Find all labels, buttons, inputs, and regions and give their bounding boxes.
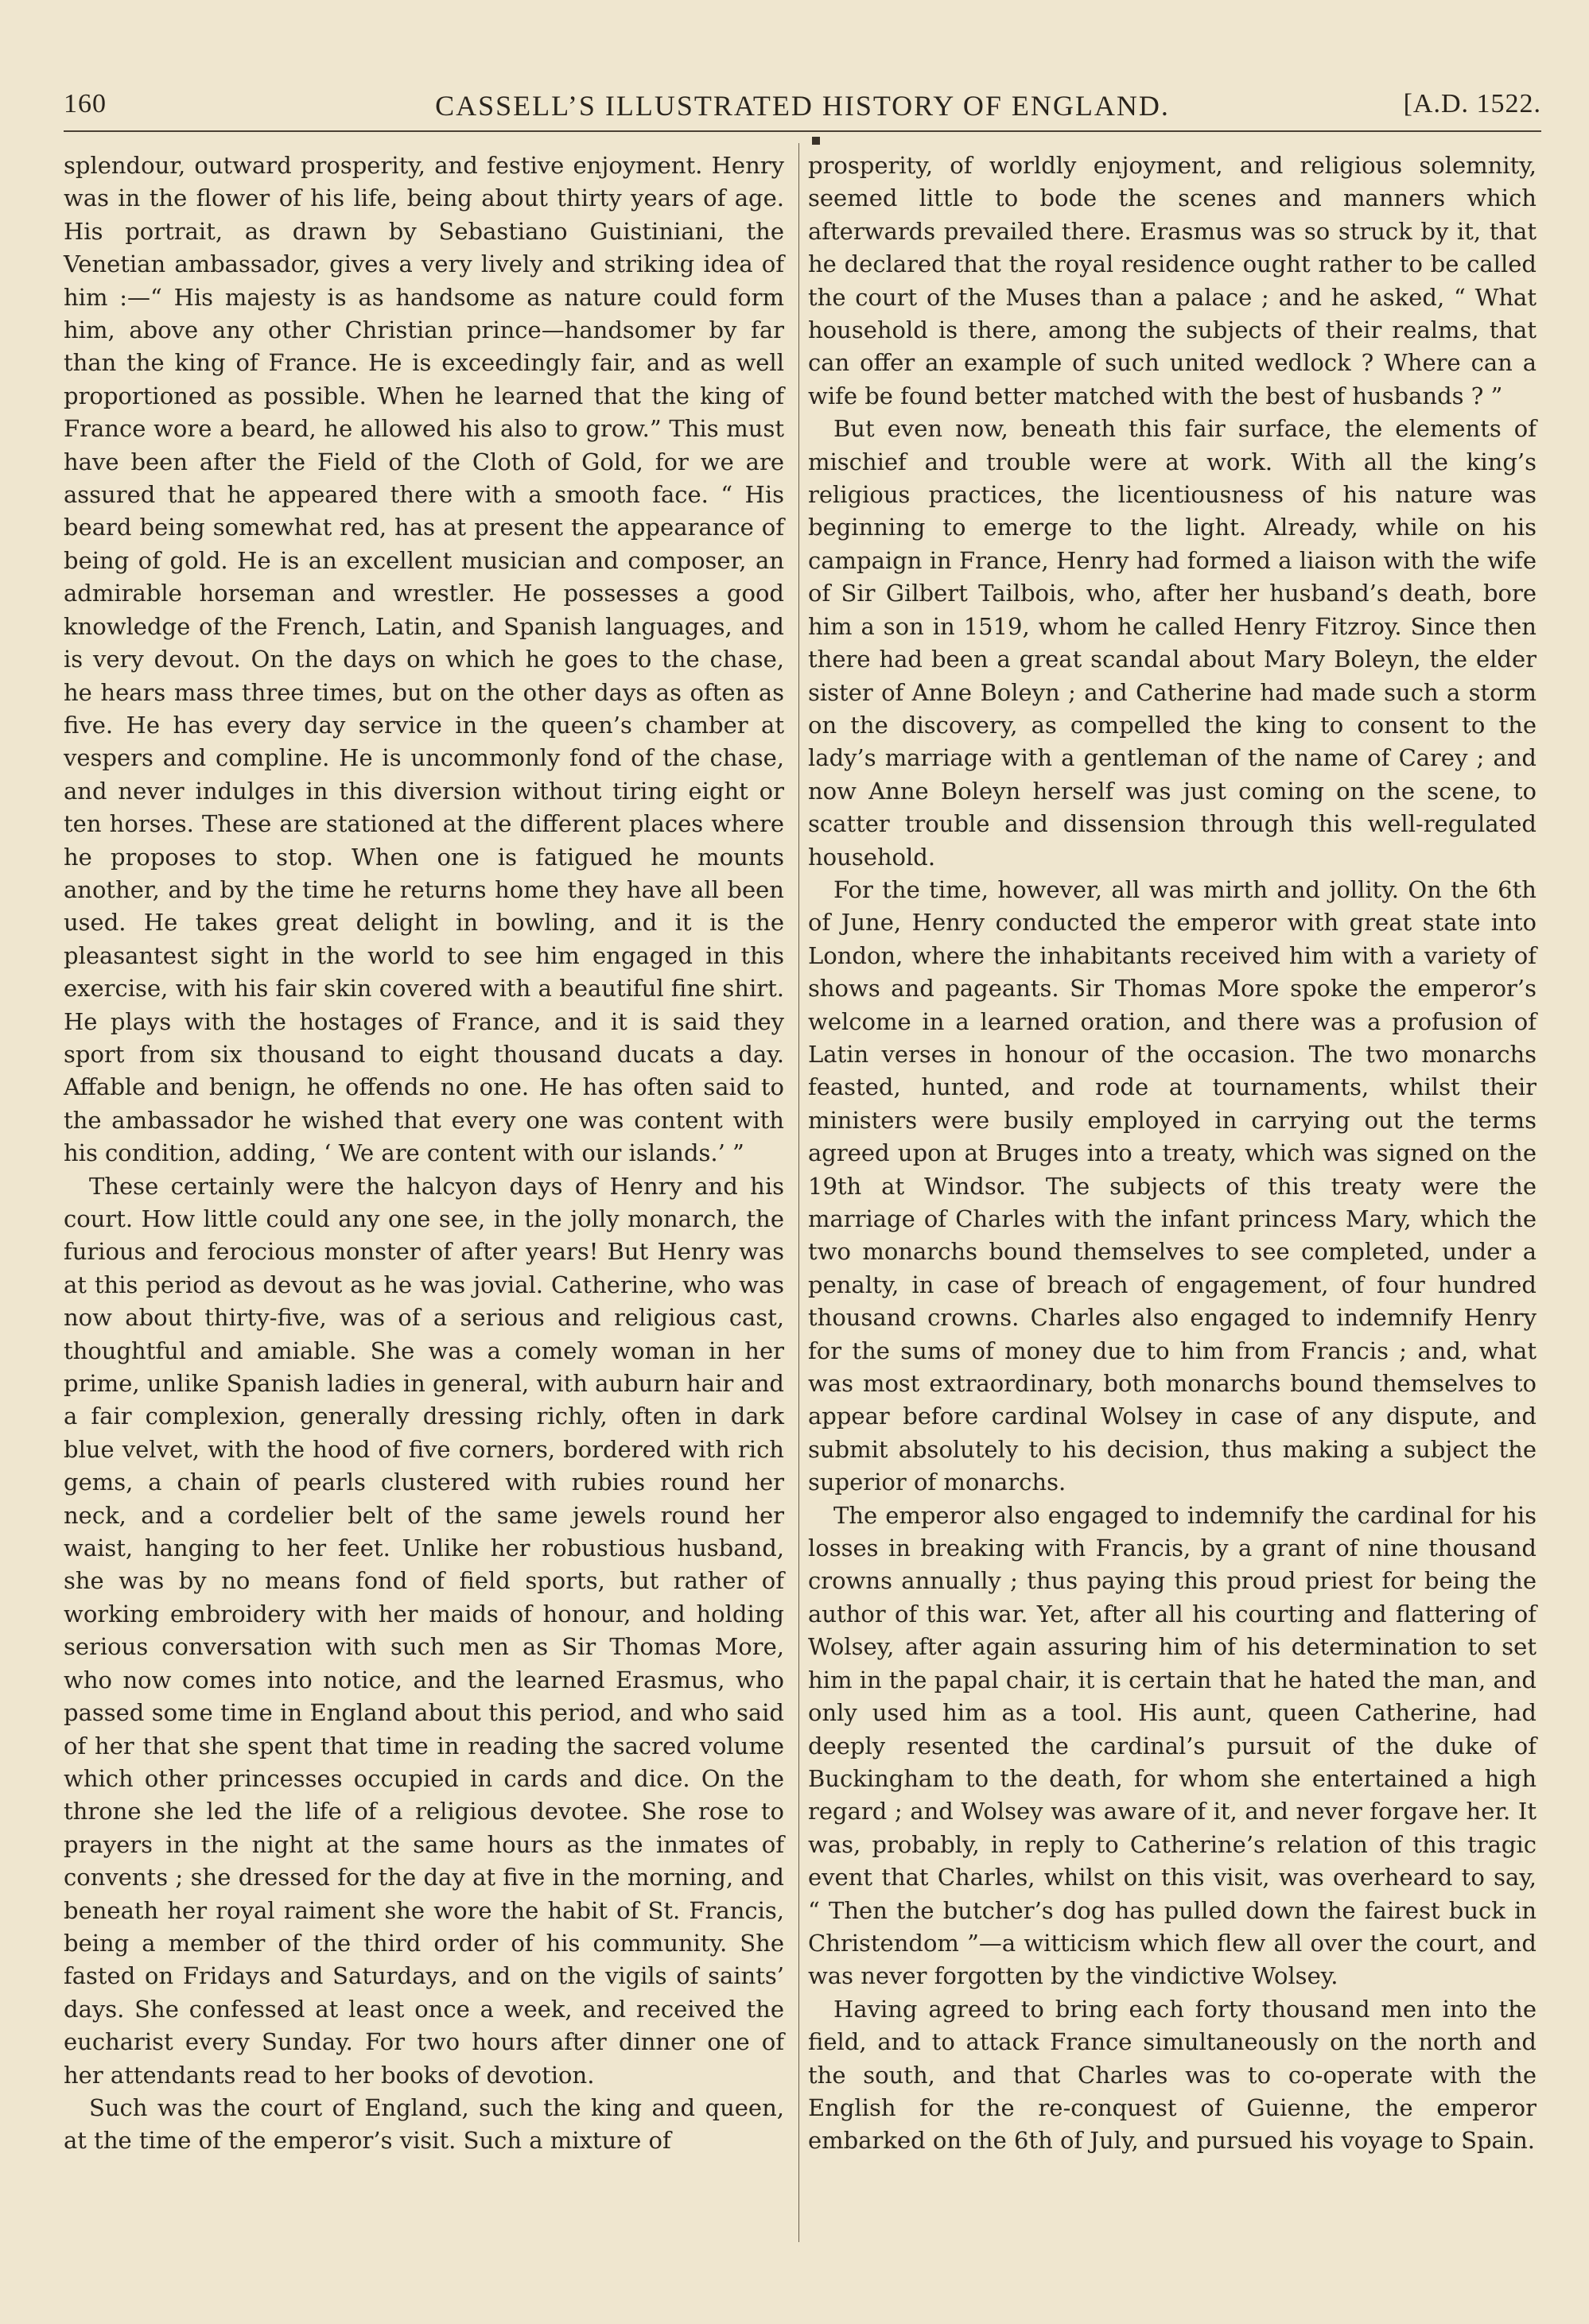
right-column <box>808 149 1537 2158</box>
paragraph: For the time, however, all was mirth and jollity. On the 6th of June, Henry conducted the emperor with great state into London, where the inhabitants received him with a variety of shows and pageants. Sir Thomas More spoke the emperor’s welcome in a learned oration, and there was a profusion of Latin verses in honour of the occasion. The two monarchs feasted, hunted, and rode at tournaments, whilst their ministers were busily employed in carrying out the terms agreed upon at Bruges into a treaty, which was signed on the 19th at Windsor. The subjects of this treaty were the marriage of Charles with the infant princess Mary, which the two monarchs bound themselves to see completed, under a penalty, in case of breach of engagement, of four hundred thousand crowns. Charles also engaged to indemnify Henry for the sums of money due to him from Francis ; and, what was most extraordinary, both monarchs bound themselves to appear before cardinal Wolsey in case of any dispute, and submit absolutely to his decision, thus making a subject the superior of monarchs. <box>808 875 1537 1496</box>
left-column <box>64 149 784 2158</box>
column-divider-mark <box>812 137 820 145</box>
column-divider <box>798 143 799 2242</box>
paragraph: Such was the court of England, such the king and queen, at the time of the emperor’s visit. Such a mixture of <box>64 2093 784 2155</box>
paragraph: prosperity, of worldly enjoyment, and religious solemnity, seemed little to bode the scenes and manners which afterwards prevailed there. Erasmus was so struck by it, that he declared that the royal residence ought rather to be called the court of the Muses than a palace ; and he asked, “ What household is there, among the subjects of their realms, that can offer an example of such united wedlock ? Where can a wife be found better matched with the best of husbands ? ” <box>808 152 1537 409</box>
page-header <box>64 86 1541 126</box>
paragraph: Having agreed to bring each forty thousand men into the field, and to attack France simultaneously on the north and the south, and that Charles was to co-operate with the English for the re-conquest of Guienne, the emperor embarked on the 6th of July, and pursued his voyage to Spain. <box>808 1995 1537 2155</box>
running-date: [A.D. 1522. <box>1403 89 1541 118</box>
header-rule <box>64 130 1541 132</box>
page-number: 160 <box>64 89 107 118</box>
paragraph: The emperor also engaged to indemnify the cardinal for his losses in breaking with Francis, by a grant of nine thousand crowns annually ; thus paying this proud priest for being the author of this war. Yet, after all his courting and flattering of Wolsey, after again assuring him of his determination to set him in the papal chair, it is certain that he hated the man, and only used him as a tool. His aunt, queen Catherine, had deeply resented the cardinal’s pursuit of the duke of Buckingham to the death, for whom she entertained a high regard ; and Wolsey was aware of it, and never forgave her. It was, probably, in reply to Catherine’s relation of this tragic event that Charles, whilst on this visit, was overheard to say, “ Then the butcher’s dog has pulled down the fairest buck in Christendom ”—a witticism which flew all over the court, and was never forgotten by the vindictive Wolsey. <box>808 1501 1537 1990</box>
paragraph: These certainly were the halcyon days of Henry and his court. How little could any one see, in the jolly monarch, the furious and ferocious monster of after years! But Henry was at this period as devout as he was jovial. Catherine, who was now about thirty-five, was of a serious and religious cast, thoughtful and amiable. She was a comely woman in her prime, unlike Spanish ladies in general, with auburn hair and a fair complexion, generally dressing richly, often in dark blue velvet, with the hood of five corners, bordered with rich gems, a chain of pearls clustered with rubies round her neck, and a cordelier belt of the same jewels round her waist, hanging to her feet. Unlike her robustious husband, she was by no means fond of field sports, but rather of working embroidery with her maids of honour, and holding serious conversation with such men as Sir Thomas More, who now comes into notice, and the learned Erasmus, who passed some time in England about this period, and who said of her that she spent that time in reading the sacred volume which other princesses occupied in cards and dice. On the throne she led the life of a religious devotee. She rose to prayers in the night at the same hours as the inmates of convents ; she dressed for the day at five in the morning, and beneath her royal raiment she wore the habit of St. Francis, being a member of the third order of his community. She fasted on Fridays and Saturdays, and on the vigils of saints’ days. She confessed at least once a week, and received the eucharist every Sunday. For two hours after dinner one of her attendants read to her books of devotion. <box>64 1172 784 2089</box>
paragraph: splendour, outward prosperity, and festive enjoyment. Henry was in the flower of his life, being about thirty years of age. His portrait, as drawn by Sebastiano Guistiniani, the Venetian ambassador, gives a very lively and striking idea of him :—“ His majesty is as handsome as nature could form him, above any other Christian prince—handsomer by far than the king of France. He is exceedingly fair, and as well proportioned as possible. When he learned that the king of France wore a beard, he allowed his also to grow.” This must have been after the Field of the Cloth of Gold, for we are assured that he appeared there with a smooth face. “ His beard being somewhat red, has at present the appearance of being of gold. He is an excellent musician and composer, an admirable horseman and wrestler. He possesses a good knowledge of the French, Latin, and Spanish languages, and is very devout. On the days on which he goes to the chase, he hears mass three times, but on the other days as often as five. He has every day service in the queen’s chamber at vespers and compline. He is uncommonly fond of the chase, and never indulges in this diversion without tiring eight or ten horses. These are stationed at the different places where he proposes to stop. When one is fatigued he mounts another, and by the time he returns home they have all been used. He takes great delight in bowling, and it is the pleasantest sight in the world to see him engaged in this exercise, with his fair skin covered with a beautiful fine shirt. He plays with the hostages of France, and it is said they sport from six thousand to eight thousand ducats a day. Affable and benign, he offends no one. He has often said to the ambassador he wished that every one was content with his condition, adding, ‘ We are content with our islands.’ ” <box>64 152 784 1167</box>
running-title: CASSELL’S ILLUSTRATED HISTORY OF ENGLAND. <box>435 90 1170 122</box>
paragraph: But even now, beneath this fair surface, the elements of mischief and trouble were at work. With all the king’s religious practices, the licentiousness of his nature was beginning to emerge to the light. Already, while on his campaign in France, Henry had formed a liaison with the wife of Sir Gilbert Tailbois, who, after her husband’s death, bore him a son in 1519, whom he called Henry Fitzroy. Since then there had been a great scandal about Mary Boleyn, the elder sister of Anne Boleyn ; and Catherine had made such a storm on the discovery, as compelled the king to consent to the lady’s marriage with a gentleman of the name of Carey ; and now Anne Boleyn herself was just coming on the scene, to scatter trouble and dissension through this well-regulated household. <box>808 415 1537 871</box>
